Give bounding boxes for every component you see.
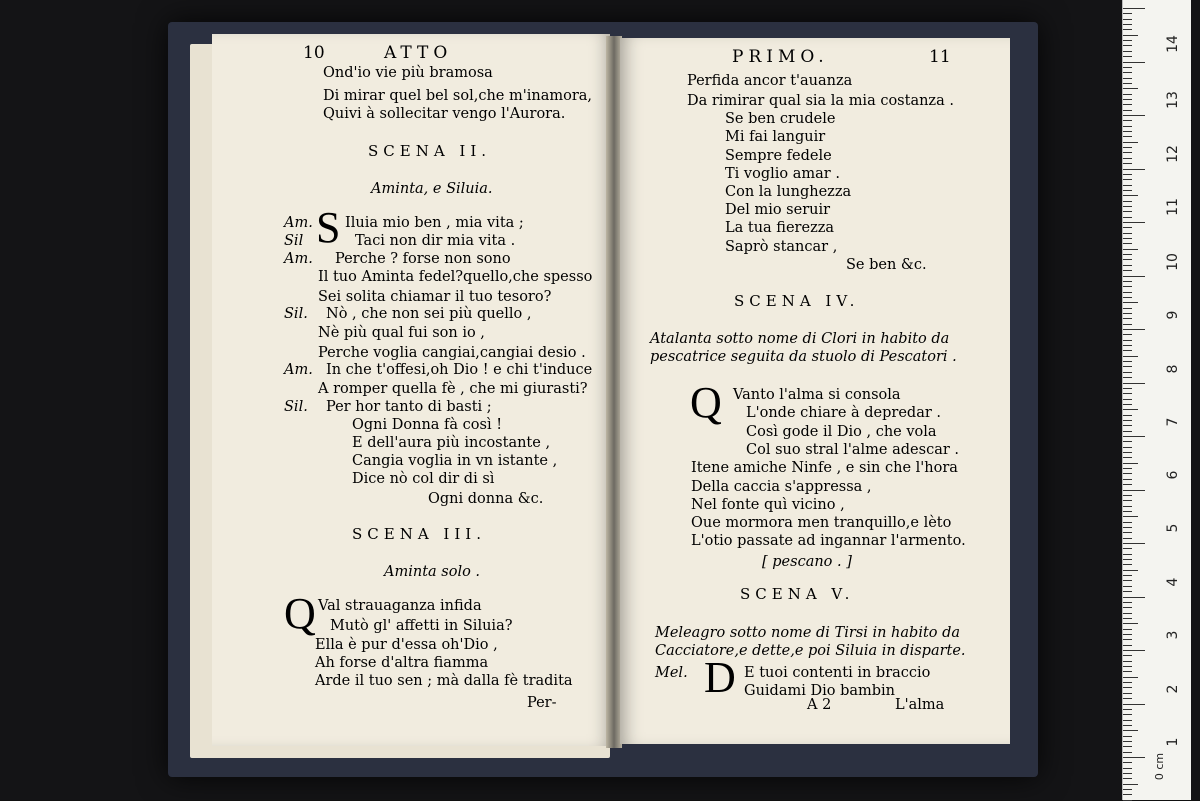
left-text-line: Di mirar quel bel sol,che m'inamora, — [323, 88, 593, 104]
scene-title: SCENA II. — [368, 142, 492, 160]
ruler-tick — [1123, 490, 1145, 491]
ruler-tick — [1123, 238, 1132, 239]
ruler-number: 3 — [1165, 630, 1181, 640]
ruler-tick — [1123, 570, 1138, 571]
scene-characters: Aminta solo . — [384, 564, 481, 580]
ruler-tick — [1123, 399, 1132, 400]
scene-characters: Atalanta sotto nome di Clori in habito da — [650, 331, 950, 347]
verse-line: Arde il tuo sen ; mà dalla fè tradita — [315, 673, 573, 689]
ruler-tick — [1123, 794, 1132, 795]
verse-line: Ogni Donna fà così ! — [352, 417, 503, 433]
ruler-tick — [1123, 789, 1132, 790]
ruler-tick — [1123, 195, 1138, 196]
speaker-label: Sil. — [284, 399, 308, 415]
ruler-tick — [1123, 757, 1145, 758]
scene-title: SCENA III. — [352, 525, 486, 543]
ruler-tick — [1123, 340, 1132, 341]
ruler-tick — [1123, 190, 1132, 191]
ruler-number: 2 — [1165, 684, 1181, 694]
ruler-tick — [1123, 650, 1145, 651]
drop-cap: S — [316, 203, 341, 252]
verse-line: Ah forse d'altra fiamma — [315, 655, 489, 671]
speaker-label: Am. — [284, 362, 313, 378]
ruler-tick — [1123, 88, 1138, 89]
ruler-tick — [1123, 447, 1132, 448]
ruler-tick — [1123, 602, 1132, 603]
drop-cap: Q — [690, 378, 722, 427]
verse-line: Dice nò col dir di sì — [352, 471, 495, 487]
song-line: Saprò stancar , — [725, 239, 838, 255]
verse-line: E tuoi contenti in braccio — [744, 665, 931, 681]
scene-title: SCENA IV. — [734, 292, 860, 310]
ruler-number: 6 — [1165, 470, 1181, 480]
ruler-tick — [1123, 51, 1132, 52]
ruler-tick — [1123, 693, 1132, 694]
ruler-tick — [1123, 126, 1132, 127]
song-line: Del mio seruir — [725, 202, 831, 218]
ruler-tick — [1123, 201, 1132, 202]
ruler-tick — [1123, 725, 1132, 726]
verse-line: Val strauaganza infida — [318, 598, 482, 614]
ruler-number: 5 — [1165, 523, 1181, 533]
scene-characters: Meleagro sotto nome di Tirsi in habito da — [655, 625, 961, 641]
verse-line: Guidami Dio bambin — [744, 683, 896, 699]
right-text-line: Da rimirar qual sia la mia costanza . — [687, 93, 954, 109]
ruler-tick — [1123, 415, 1132, 416]
ruler-tick — [1123, 532, 1132, 533]
ruler-tick — [1123, 227, 1132, 228]
ruler-tick — [1123, 45, 1132, 46]
ruler-tick — [1123, 104, 1132, 105]
speaker-label: Mel. — [655, 665, 688, 681]
verse-line: Il tuo Aminta fedel?quello,che spesso — [318, 269, 593, 285]
ruler-tick — [1123, 746, 1132, 747]
ruler-number: 1 — [1165, 737, 1181, 747]
ruler-tick — [1123, 350, 1132, 351]
verse-line: Mutò gl' affetti in Siluia? — [330, 618, 513, 634]
ruler-number: 14 — [1165, 35, 1181, 53]
left-page-number: 10 — [303, 43, 325, 63]
verse-line: Perche voglia cangiai,cangiai desio . — [318, 345, 586, 361]
right-running-head: PRIMO. — [732, 47, 829, 67]
speaker-label: Am. — [284, 251, 313, 267]
ruler-tick — [1123, 720, 1132, 721]
verse-line: Perche ? forse non sono — [335, 251, 511, 267]
verse-line: In che t'offesi,oh Dio ! e chi t'induce — [326, 362, 593, 378]
song-line: La tua fierezza — [725, 220, 834, 236]
ruler-tick — [1123, 163, 1132, 164]
scene-characters: pescatrice seguita da stuolo di Pescatori . — [650, 349, 957, 365]
ruler-tick — [1123, 356, 1138, 357]
ruler-tick — [1123, 629, 1132, 630]
ruler-tick — [1123, 265, 1132, 266]
ruler-tick — [1123, 591, 1132, 592]
ruler-tick — [1123, 308, 1132, 309]
ruler-number: 11 — [1165, 198, 1181, 216]
verse-line: Taci non dir mia vita . — [355, 233, 516, 249]
ruler-tick — [1123, 56, 1132, 57]
verse-line: Vanto l'alma si consola — [733, 387, 901, 403]
ruler-tick — [1123, 704, 1145, 705]
song-line: Mi fai languir — [725, 129, 826, 145]
ruler-tick — [1123, 169, 1145, 170]
ruler-tick — [1123, 559, 1132, 560]
ruler-number: 9 — [1165, 310, 1181, 320]
ruler-tick — [1123, 473, 1132, 474]
ruler-tick — [1123, 623, 1138, 624]
song-line: Se ben crudele — [725, 111, 836, 127]
ruler-tick — [1123, 404, 1132, 405]
ruler-tick — [1123, 377, 1132, 378]
ruler-tick — [1123, 575, 1132, 576]
stage-direction: [ pescano . ] — [762, 554, 852, 570]
ruler-tick — [1123, 677, 1138, 678]
ruler-tick — [1123, 436, 1145, 437]
song-line: Ti voglio amar . — [725, 166, 840, 182]
ruler-tick — [1123, 334, 1132, 335]
ruler-number: 7 — [1165, 417, 1181, 427]
ruler-tick — [1123, 179, 1132, 180]
ruler-tick — [1123, 286, 1132, 287]
ruler-tick — [1123, 99, 1132, 100]
ruler-tick — [1123, 83, 1132, 84]
ruler-tick — [1123, 211, 1132, 212]
verse-line: Nel fonte quì vicino , — [691, 497, 845, 513]
scene-characters: Cacciatore,e dette,e poi Siluia in disparte. — [655, 643, 966, 659]
ruler-tick — [1123, 586, 1132, 587]
ruler-tick — [1123, 147, 1132, 148]
right-text-line: Perfida ancor t'auanza — [687, 73, 853, 89]
verse-line: Cangia voglia in vn istante , — [352, 453, 558, 469]
ruler-tick — [1123, 484, 1132, 485]
left-text-line: Ond'io vie più bramosa — [323, 65, 493, 81]
song-refrain: Se ben &c. — [846, 257, 927, 273]
ruler-tick — [1123, 452, 1132, 453]
ruler-tick — [1123, 687, 1132, 688]
ruler-number: 8 — [1165, 364, 1181, 374]
ruler-unit-label: 0 cm — [1153, 752, 1167, 781]
speaker-label: Sil. — [284, 306, 308, 322]
ruler-tick — [1123, 527, 1132, 528]
ruler-tick — [1123, 538, 1132, 539]
verse-line: Così gode il Dio , che vola — [746, 424, 937, 440]
ruler-tick — [1123, 13, 1132, 14]
ruler-tick — [1123, 318, 1132, 319]
ruler-tick — [1123, 72, 1132, 73]
ruler-tick — [1123, 666, 1132, 667]
ruler-tick — [1123, 441, 1132, 442]
verse-line: A romper quella fè , che mi giurasti? — [318, 381, 588, 397]
ruler-tick — [1123, 431, 1132, 432]
song-line: Con la lunghezza — [725, 184, 852, 200]
ruler-number: 4 — [1165, 577, 1181, 587]
ruler-tick — [1123, 40, 1132, 41]
ruler-tick — [1123, 249, 1138, 250]
ruler-tick — [1123, 254, 1132, 255]
ruler-tick — [1123, 778, 1132, 779]
ruler-tick — [1123, 425, 1132, 426]
ruler-number: 13 — [1165, 91, 1181, 109]
ruler-tick — [1123, 580, 1132, 581]
verse-line: Ogni donna &c. — [428, 491, 544, 507]
ruler-tick — [1123, 741, 1132, 742]
ruler-tick — [1123, 655, 1132, 656]
ruler-number: 10 — [1165, 253, 1181, 271]
ruler-tick — [1123, 698, 1132, 699]
song-line: Sempre fedele — [725, 148, 832, 164]
ruler-tick — [1123, 597, 1145, 598]
ruler-tick — [1123, 736, 1132, 737]
ruler-tick — [1123, 110, 1132, 111]
ruler-tick — [1123, 457, 1132, 458]
ruler-tick — [1123, 639, 1132, 640]
measuring-ruler — [1122, 0, 1191, 800]
ruler-tick — [1123, 136, 1132, 137]
ruler-tick — [1123, 613, 1132, 614]
ruler-tick — [1123, 511, 1132, 512]
ruler-tick — [1123, 302, 1138, 303]
ruler-tick — [1123, 329, 1145, 330]
verse-line: L'onde chiare à depredar . — [746, 405, 942, 421]
speaker-label: Sil — [284, 233, 304, 249]
ruler-tick — [1123, 115, 1145, 116]
ruler-tick — [1123, 784, 1138, 785]
ruler-tick — [1123, 206, 1132, 207]
right-page-number: 11 — [929, 47, 951, 67]
ruler-tick — [1123, 372, 1132, 373]
ruler-tick — [1123, 270, 1132, 271]
ruler-tick — [1123, 709, 1132, 710]
ruler-tick — [1123, 618, 1132, 619]
ruler-tick — [1123, 752, 1132, 753]
ruler-tick — [1123, 714, 1132, 715]
ruler-tick — [1123, 554, 1132, 555]
verse-line: Nè più qual fui son io , — [318, 325, 485, 341]
verse-line: Oue mormora men tranquillo,e lèto — [691, 515, 952, 531]
ruler-tick — [1123, 420, 1132, 421]
ruler-tick — [1123, 142, 1138, 143]
left-running-head: ATTO — [384, 43, 453, 63]
ruler-tick — [1123, 62, 1145, 63]
ruler-tick — [1123, 174, 1132, 175]
ruler-tick — [1123, 366, 1132, 367]
ruler-tick — [1123, 409, 1138, 410]
ruler-tick — [1123, 607, 1132, 608]
scene-characters: Aminta, e Siluia. — [371, 181, 493, 197]
ruler-tick — [1123, 24, 1132, 25]
ruler-tick — [1123, 564, 1132, 565]
ruler-tick — [1123, 671, 1132, 672]
ruler-tick — [1123, 259, 1132, 260]
verse-line: Per hor tanto di basti ; — [326, 399, 492, 415]
verse-line: Col suo stral l'alme adescar . — [746, 442, 959, 458]
ruler-tick — [1123, 463, 1138, 464]
ruler-tick — [1123, 773, 1132, 774]
speaker-label: Am. — [284, 215, 313, 231]
ruler-tick — [1123, 393, 1132, 394]
verse-line: Iluia mio ben , mia vita ; — [345, 215, 524, 231]
ruler-tick — [1123, 661, 1132, 662]
ruler-tick — [1123, 152, 1132, 153]
ruler-tick — [1123, 495, 1132, 496]
ruler-tick — [1123, 506, 1132, 507]
ruler-tick — [1123, 297, 1132, 298]
verse-line: Nò , che non sei più quello , — [326, 306, 532, 322]
ruler-tick — [1123, 292, 1132, 293]
drop-cap: Q — [284, 589, 316, 638]
ruler-tick — [1123, 35, 1138, 36]
ruler-tick — [1123, 131, 1132, 132]
ruler-tick — [1123, 543, 1145, 544]
ruler-tick — [1123, 217, 1132, 218]
signature-mark: A 2 — [807, 697, 832, 713]
ruler-tick — [1123, 243, 1132, 244]
ruler-tick — [1123, 468, 1132, 469]
ruler-tick — [1123, 222, 1145, 223]
ruler-tick — [1123, 324, 1132, 325]
ruler-tick — [1123, 768, 1132, 769]
ruler-tick — [1123, 479, 1132, 480]
ruler-tick — [1123, 158, 1132, 159]
ruler-tick — [1123, 383, 1145, 384]
ruler-tick — [1123, 185, 1132, 186]
ruler-tick — [1123, 634, 1132, 635]
ruler-tick — [1123, 276, 1145, 277]
ruler-tick — [1123, 522, 1132, 523]
ruler-tick — [1123, 120, 1132, 121]
verse-line: L'otio passate ad ingannar l'armento. — [691, 533, 966, 549]
ruler-tick — [1123, 730, 1138, 731]
verse-line: Itene amiche Ninfe , e sin che l'hora — [691, 460, 958, 476]
ruler-tick — [1123, 682, 1132, 683]
catchword: Per- — [527, 695, 557, 711]
ruler-tick — [1123, 8, 1145, 9]
ruler-tick — [1123, 345, 1132, 346]
scene-title: SCENA V. — [740, 585, 855, 603]
left-text-line: Quivi à sollecitar vengo l'Aurora. — [323, 106, 566, 122]
drop-cap: D — [704, 653, 736, 702]
ruler-number: 12 — [1165, 145, 1181, 163]
ruler-tick — [1123, 645, 1132, 646]
ruler-tick — [1123, 361, 1132, 362]
ruler-tick — [1123, 548, 1132, 549]
ruler-tick — [1123, 94, 1132, 95]
verse-line: Della caccia s'appressa , — [691, 479, 872, 495]
ruler-tick — [1123, 388, 1132, 389]
ruler-tick — [1123, 313, 1132, 314]
catchword: L'alma — [895, 697, 945, 713]
ruler-tick — [1123, 233, 1132, 234]
ruler-tick — [1123, 78, 1132, 79]
ruler-tick — [1123, 281, 1132, 282]
ruler-tick — [1123, 19, 1132, 20]
ruler-tick — [1123, 67, 1132, 68]
verse-line: E dell'aura più incostante , — [352, 435, 551, 451]
verse-line: Sei solita chiamar il tuo tesoro? — [318, 289, 552, 305]
ruler-tick — [1123, 762, 1132, 763]
ruler-tick — [1123, 516, 1138, 517]
ruler-tick — [1123, 29, 1132, 30]
verse-line: Ella è pur d'essa oh'Dio , — [315, 637, 498, 653]
ruler-tick — [1123, 500, 1132, 501]
